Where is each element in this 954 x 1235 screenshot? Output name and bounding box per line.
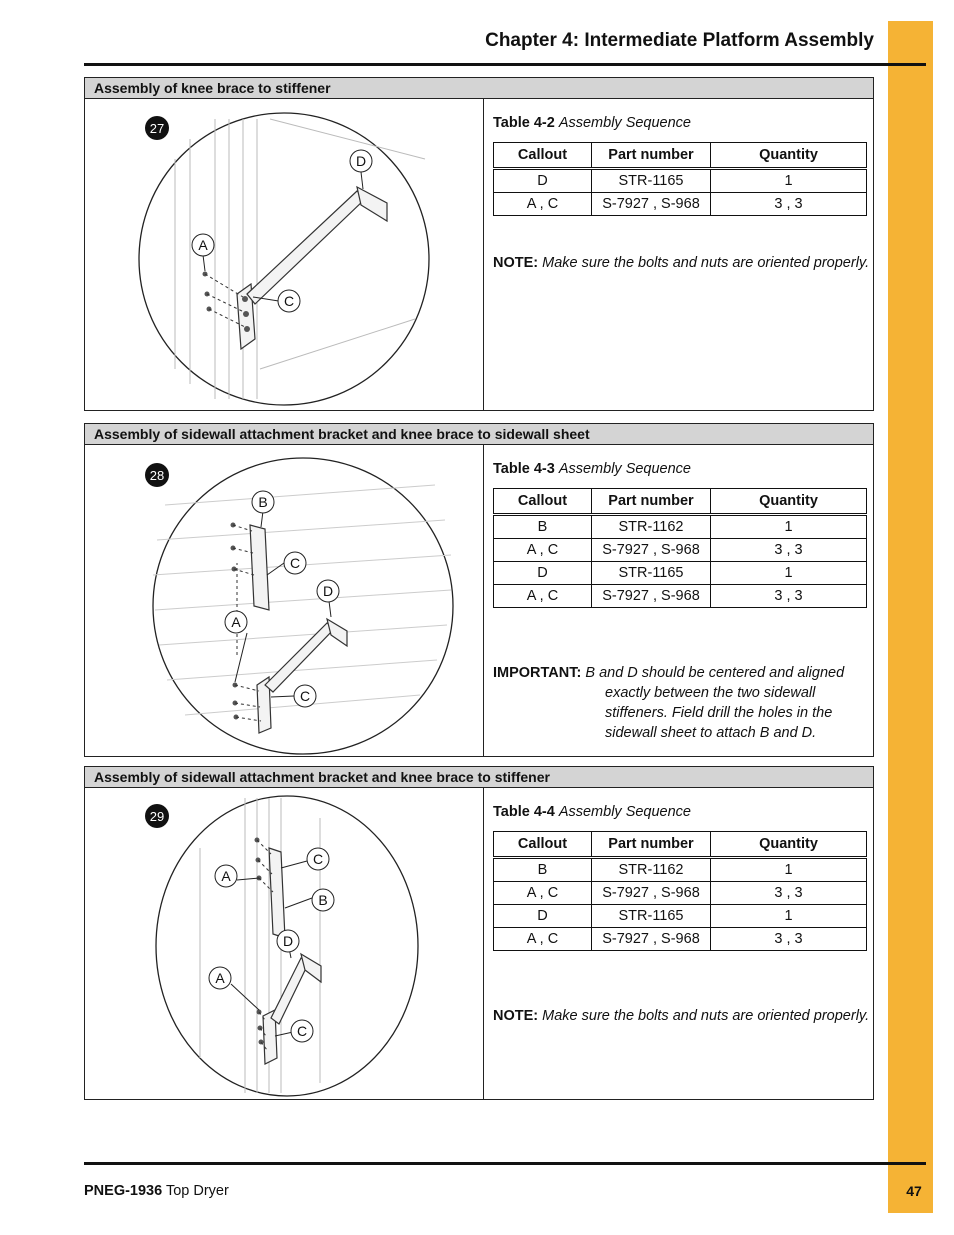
column-header: Quantity — [711, 143, 867, 169]
section-heading: Assembly of knee brace to stiffener — [85, 78, 873, 99]
table-caption: Table 4-3 Assembly Sequence — [493, 461, 691, 477]
column-divider — [483, 445, 484, 756]
column-header: Part number — [592, 489, 711, 515]
section-heading: Assembly of sidewall attachment bracket and knee brace to sidewall sheet — [85, 424, 873, 445]
assembly-sequence-table — [493, 831, 867, 951]
header-rule — [84, 63, 926, 66]
table-row: A , C S-7927 , S-968 3 , 3 — [494, 539, 867, 562]
callout-label: A — [198, 237, 208, 253]
callout-label: B — [258, 494, 268, 510]
note: NOTE: Make sure the bolts and nuts are oriented properly. — [493, 1008, 870, 1024]
table-row: B STR-1162 1 — [494, 858, 867, 882]
note: NOTE: Make sure the bolts and nuts are oriented properly. — [493, 255, 870, 271]
callout-label: C — [283, 293, 295, 309]
table-row: A , C S-7927 , S-968 3 , 3 — [494, 193, 867, 216]
table-row: D STR-1165 1 — [494, 905, 867, 928]
table-row: A , C S-7927 , S-968 3 , 3 — [494, 928, 867, 951]
column-header: Callout — [494, 143, 592, 169]
section-knee-brace-to-stiffener — [84, 77, 874, 411]
callout-label: A — [221, 868, 231, 884]
table-row: A , C S-7927 , S-968 3 , 3 — [494, 882, 867, 905]
footer-document-id: PNEG-1936 Top Dryer — [84, 1183, 229, 1199]
callout-label: D — [322, 583, 334, 599]
chapter-title: Chapter 4: Intermediate Platform Assembly — [485, 30, 874, 51]
section-bracket-and-brace-to-stiffener — [84, 766, 874, 1100]
table-row: D STR-1165 1 — [494, 562, 867, 585]
callout-label: D — [355, 153, 367, 169]
callout-label: A — [231, 614, 241, 630]
column-header: Quantity — [711, 489, 867, 515]
callout-label: C — [299, 688, 311, 704]
page-number: 47 — [906, 1183, 922, 1199]
column-header: Quantity — [711, 832, 867, 858]
table-caption: Table 4-2 Assembly Sequence — [493, 115, 691, 131]
callout-label: B — [318, 892, 328, 908]
callout-label: C — [289, 555, 301, 571]
footer-rule — [84, 1162, 926, 1165]
section-heading: Assembly of sidewall attachment bracket and knee brace to stiffener — [85, 767, 873, 788]
table-row: D STR-1165 1 — [494, 169, 867, 193]
step-badge: 27 — [149, 121, 165, 136]
table-row: A , C S-7927 , S-968 3 , 3 — [494, 585, 867, 608]
section-bracket-and-brace-to-sidewall — [84, 423, 874, 757]
step-badge: 28 — [149, 468, 165, 483]
figure-29 — [85, 788, 483, 1099]
important-note: IMPORTANT: B and D should be centered and aligned exactly between the two sidewall stiffeners. Field drill the holes in the sidewall sheet to attach B and D. — [493, 665, 845, 741]
assembly-sequence-table — [493, 142, 867, 216]
figure-27 — [85, 99, 483, 410]
column-divider — [483, 788, 484, 1099]
table-row: B STR-1162 1 — [494, 515, 867, 539]
column-divider — [483, 99, 484, 410]
chapter-color-tab — [888, 21, 933, 1213]
callout-label: C — [312, 851, 324, 867]
table-caption: Table 4-4 Assembly Sequence — [493, 804, 691, 820]
column-header: Callout — [494, 832, 592, 858]
column-header: Part number — [592, 832, 711, 858]
figure-28 — [85, 445, 483, 756]
column-header: Callout — [494, 489, 592, 515]
callout-label: D — [282, 933, 294, 949]
step-badge: 29 — [149, 809, 165, 824]
callout-label: A — [215, 970, 225, 986]
column-header: Part number — [592, 143, 711, 169]
assembly-sequence-table — [493, 488, 867, 608]
callout-label: C — [296, 1023, 308, 1039]
